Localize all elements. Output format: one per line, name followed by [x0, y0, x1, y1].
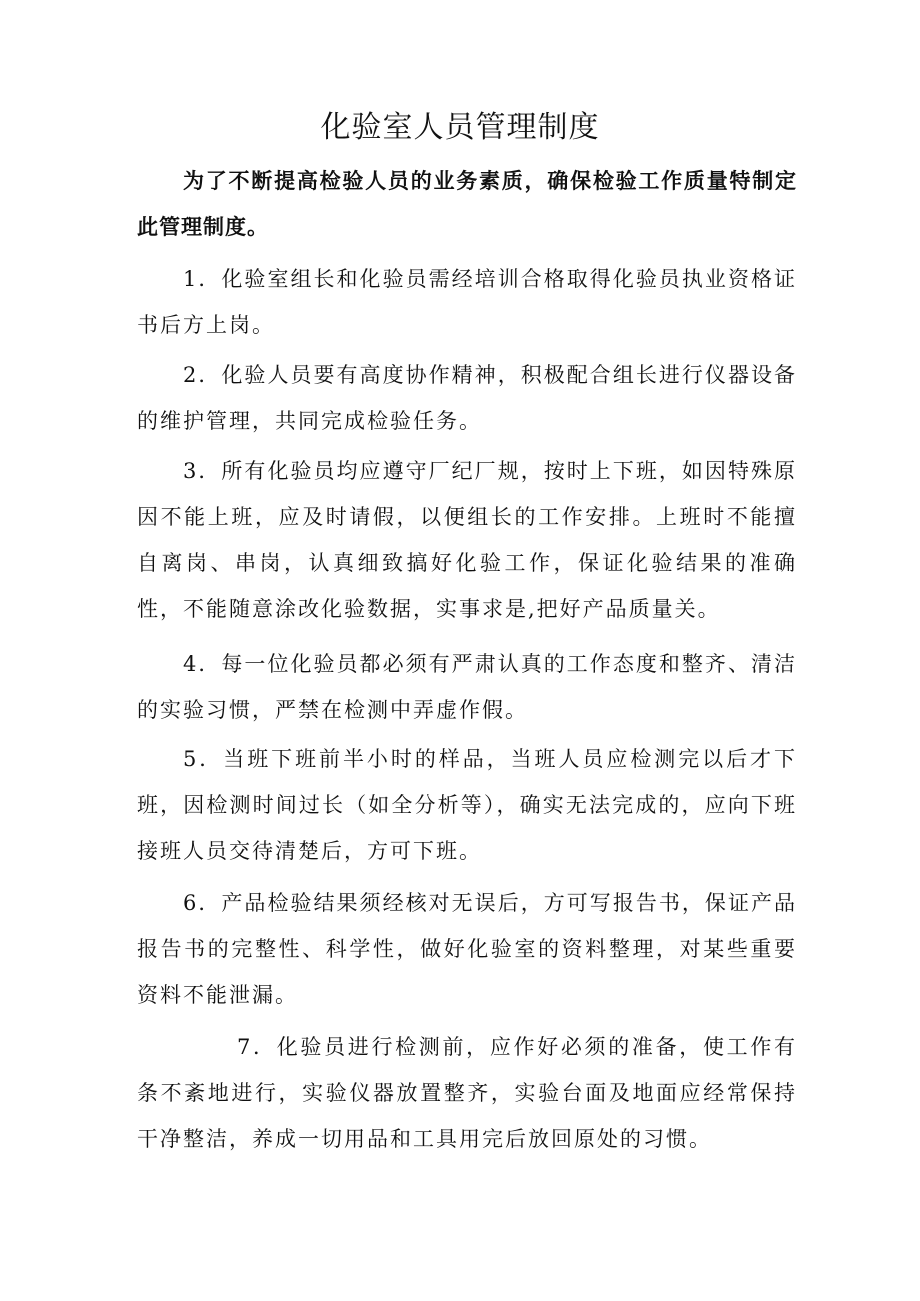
rule-item-4: 4．每一位化验员都必须有严肃认真的工作态度和整齐、清洁的实验习惯，严禁在检测中弄虚作假。 — [137, 652, 797, 722]
rule-item-1: 1．化验室组长和化验员需经培训合格取得化验员执业资格证书后方上岗。 — [137, 267, 797, 337]
rule-item-3: 3．所有化验员均应遵守厂纪厂规，按时上下班，如因特殊原因不能上班，应及时请假，以便组长的工作安排。上班时不能擅自离岗、串岗，认真细致搞好化验工作，保证化验结果的准确性，不能随意涂改化验数据，实事求是,把好产品质量关。 — [137, 459, 797, 621]
document-title: 化验室人员管理制度 — [320, 110, 600, 145]
rule-item-2: 2．化验人员要有高度协作精神，积极配合组长进行仪器设备的维护管理，共同完成检验任务。 — [137, 363, 797, 433]
intro-paragraph: 为了不断提高检验人员的业务素质，确保检验工作质量特制定此管理制度。 — [137, 169, 797, 239]
rule-item-7: 7．化验员进行检测前，应作好必须的准备，使工作有条不紊地进行，实验仪器放置整齐，实验台面及地面应经常保持干净整洁，养成一切用品和工具用完后放回原处的习惯。 — [137, 1035, 797, 1151]
rule-item-6: 6．产品检验结果须经核对无误后，方可写报告书，保证产品报告书的完整性、科学性，做好化验室的资料整理，对某些重要资料不能泄漏。 — [137, 891, 797, 1007]
rule-item-5: 5．当班下班前半小时的样品，当班人员应检测完以后才下班，因检测时间过长（如全分析等），确实无法完成的，应向下班接班人员交待清楚后，方可下班。 — [137, 747, 797, 863]
